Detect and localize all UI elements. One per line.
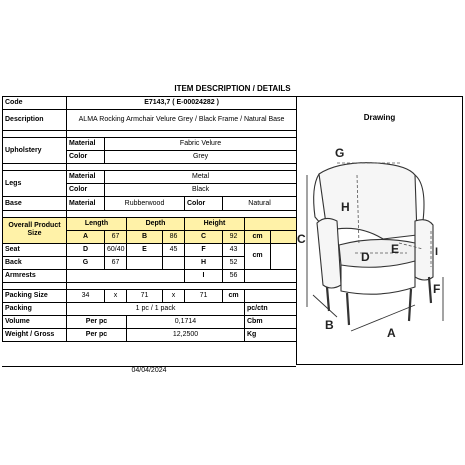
dim-g-letter: G — [67, 256, 105, 269]
dim-b-letter: B — [127, 230, 163, 243]
volume-value: 0,1714 — [127, 316, 245, 329]
armchair-drawing — [297, 127, 462, 363]
dim-a-letter: A — [67, 230, 105, 243]
upholstery-color-label: Color — [67, 151, 105, 164]
base-color: Natural — [223, 197, 297, 210]
code-row — [3, 97, 297, 110]
base-row — [3, 197, 297, 210]
packing-x2: x — [163, 290, 185, 303]
depth-label: Depth — [127, 217, 185, 230]
volume-label: Volume — [3, 316, 67, 329]
dim-g-value: 67 — [105, 256, 127, 269]
base-material: Rubberwood — [105, 197, 185, 210]
packing-height: 71 — [185, 290, 223, 303]
base-color-label: Color — [185, 197, 223, 210]
drawing-label-a: A — [387, 326, 396, 340]
dim-d-letter: D — [67, 243, 105, 256]
drawing-label-c: C — [297, 232, 306, 246]
armrests-row — [3, 269, 297, 282]
chair-right-armrest — [415, 220, 433, 280]
dim-h-value: 52 — [223, 256, 245, 269]
packing-width: 71 — [127, 290, 163, 303]
dim-f-value: 43 — [223, 243, 245, 256]
dim-i-letter: I — [185, 269, 223, 282]
weight-unit: Kg — [245, 329, 297, 342]
packing-row — [3, 303, 297, 316]
seat-label: Seat — [3, 243, 67, 256]
code-value: E7143,7 ( E-00024282 ) — [67, 97, 297, 110]
chair-left-armrest — [317, 218, 341, 288]
drawing-label-f: F — [433, 282, 441, 296]
spec-table — [2, 96, 297, 342]
weight-label: Weight / Gross — [3, 329, 67, 342]
drawing-label-g: G — [335, 146, 345, 160]
volume-row — [3, 316, 297, 329]
dim-f-letter: F — [185, 243, 223, 256]
dim-c-value: 92 — [223, 230, 245, 243]
packing-x1: x — [105, 290, 127, 303]
packing-value: 1 pc / 1 pack — [67, 303, 245, 316]
drawing-label-e: E — [391, 242, 400, 256]
legs-material: Metal — [105, 171, 297, 184]
packing-size-unit: cm — [223, 290, 245, 303]
upholstery-material: Fabric Velure — [105, 138, 297, 151]
drawing-title: Drawing — [363, 113, 396, 122]
volume-per: Per pc — [67, 316, 127, 329]
height-label: Height — [185, 217, 245, 230]
packing-size-row — [3, 290, 297, 303]
weight-row — [3, 329, 297, 342]
dim-d-value: 60/40 — [105, 243, 127, 256]
code-label: Code — [3, 97, 67, 110]
packing-label: Packing — [3, 303, 67, 316]
description-value: ALMA Rocking Armchair Velure Grey / Black Frame / Natural Base — [67, 110, 297, 131]
overall-size-label: Overall Product Size — [3, 217, 67, 243]
legs-color: Black — [105, 184, 297, 197]
dim-c-letter: C — [185, 230, 223, 243]
dim-e-letter: E — [127, 243, 163, 256]
seat-back-unit: cm — [245, 243, 271, 269]
weight-value: 12,2500 — [127, 329, 245, 342]
length-label: Length — [67, 217, 127, 230]
upholstery-material-row — [3, 138, 297, 151]
base-label: Base — [3, 197, 67, 210]
legs-label: Legs — [3, 171, 67, 197]
armrests-label: Armrests — [3, 269, 67, 282]
drawing-label-h: H — [341, 200, 350, 214]
back-label: Back — [3, 256, 67, 269]
description-label: Description — [3, 110, 67, 131]
packing-unit: pc/ctn — [245, 303, 297, 316]
weight-per: Per pc — [67, 329, 127, 342]
drawing-label-d: D — [361, 250, 370, 264]
dims-header-row — [3, 217, 297, 230]
document-date: 04/04/2024 — [2, 366, 296, 374]
seat-row — [3, 243, 297, 256]
drawing-label-i: I — [435, 246, 439, 258]
dim-h-letter: H — [185, 256, 223, 269]
legs-color-label: Color — [67, 184, 105, 197]
dim-e-value: 45 — [163, 243, 185, 256]
dim-a-value: 67 — [105, 230, 127, 243]
legs-material-row — [3, 171, 297, 184]
dim-b-value: 86 — [163, 230, 185, 243]
upholstery-label: Upholstery — [3, 138, 67, 164]
volume-unit: Cbm — [245, 316, 297, 329]
sheet-title: ITEM DESCRIPTION / DETAILS — [174, 84, 291, 93]
overall-unit: cm — [245, 230, 271, 243]
drawing-label-b: B — [325, 318, 334, 332]
description-row — [3, 110, 297, 131]
upholstery-color: Grey — [105, 151, 297, 164]
packing-size-label: Packing Size — [3, 290, 67, 303]
upholstery-material-label: Material — [67, 138, 105, 151]
drawing-panel — [296, 96, 463, 365]
legs-material-label: Material — [67, 171, 105, 184]
dim-i-value: 56 — [223, 269, 245, 282]
base-material-label: Material — [67, 197, 105, 210]
packing-length: 34 — [67, 290, 105, 303]
